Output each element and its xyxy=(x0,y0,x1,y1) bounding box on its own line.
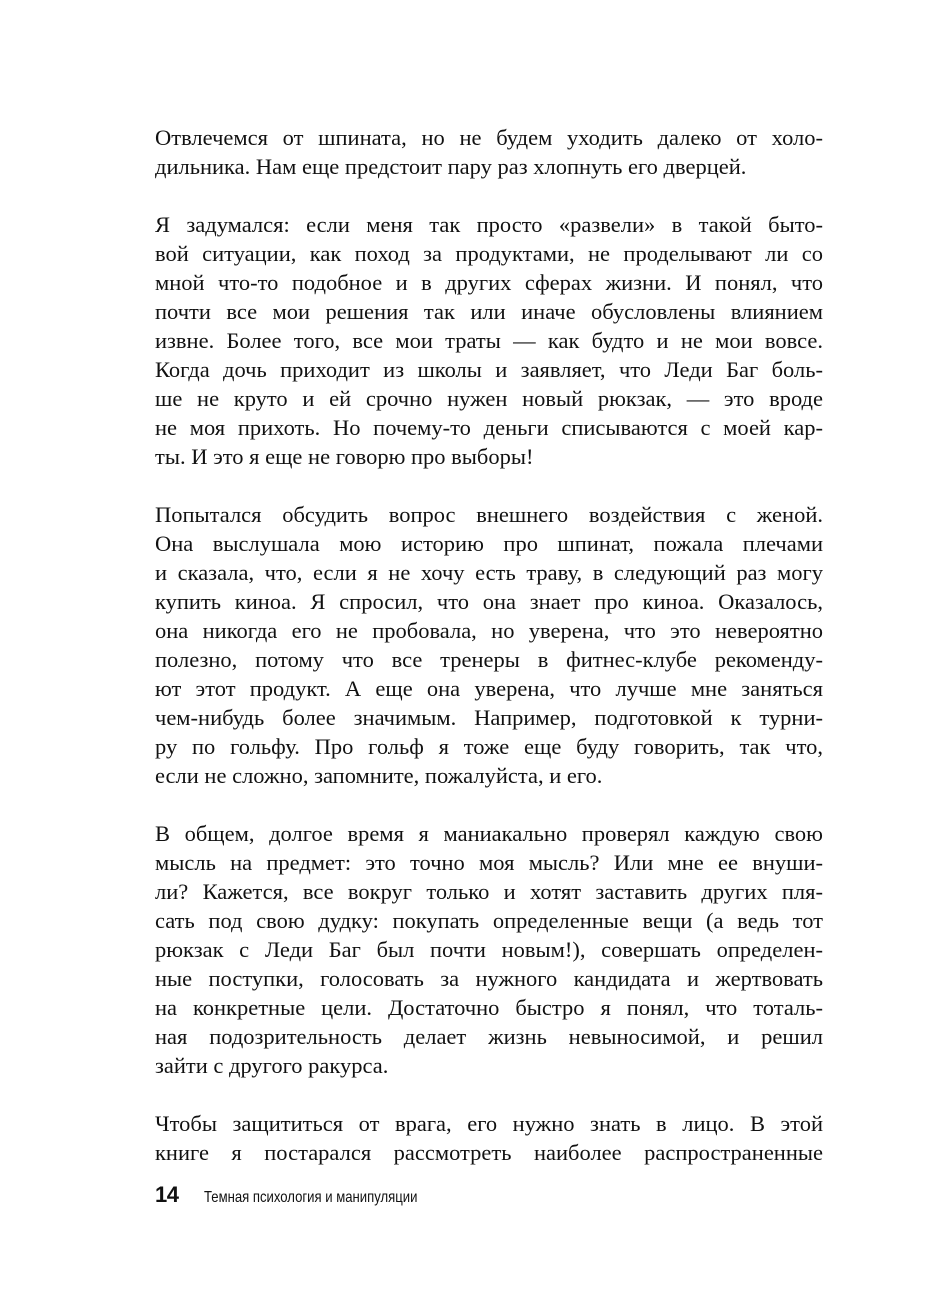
text-line: дильника. Нам еще предстоит пару раз хлопнуть его дверцей. xyxy=(155,154,747,179)
text-line: и сказала, что, если я не хочу есть траву, в следующий раз могу xyxy=(155,560,823,585)
text-line: ли? Кажется, все вокруг только и хотят заставить других пля- xyxy=(155,879,823,904)
text-line: Отвлечемся от шпината, но не будем уходить далеко от холо- xyxy=(155,125,823,150)
text-line: купить киноа. Я спросил, что она знает про киноа. Оказалось, xyxy=(155,589,823,614)
text-line: мысль на предмет: это точно моя мысль? Или мне ее внуши- xyxy=(155,850,823,875)
text-line: вой ситуации, как поход за продуктами, не проделывают ли со xyxy=(155,241,823,266)
text-line: ют этот продукт. А еще она уверена, что лучше мне заняться xyxy=(155,676,823,701)
text-line: Она выслушала мою историю про шпинат, пожала плечами xyxy=(155,531,823,556)
running-title: Темная психология и манипуляции xyxy=(204,1189,418,1206)
text-line: мной что-то подобное и в других сферах жизни. И понял, что xyxy=(155,270,823,295)
text-line: ные поступки, голосовать за нужного кандидата и жертвовать xyxy=(155,966,823,991)
paragraph-2 xyxy=(155,210,823,471)
text-line: полезно, потому что все тренеры в фитнес-клубе рекоменду- xyxy=(155,647,823,672)
paragraph-5 xyxy=(155,1109,823,1167)
text-line: Когда дочь приходит из школы и заявляет, что Леди Баг боль- xyxy=(155,357,823,382)
text-line: Я задумался: если меня так просто «развели» в такой быто- xyxy=(155,212,823,237)
text-line: Попытался обсудить вопрос внешнего воздействия с женой. xyxy=(155,502,823,527)
text-line: она никогда его не пробовала, но уверена, что это невероятно xyxy=(155,618,823,643)
text-line: зайти с другого ракурса. xyxy=(155,1053,389,1078)
text-line: извне. Более того, все мои траты — как будто и не мои вовсе. xyxy=(155,328,823,353)
page-number: 14 xyxy=(155,1182,179,1207)
text-line: на конкретные цели. Достаточно быстро я понял, что тоталь- xyxy=(155,995,823,1020)
text-line: Чтобы защититься от врага, его нужно знать в лицо. В этой xyxy=(155,1111,823,1136)
text-line: книге я постарался рассмотреть наиболее распространенные xyxy=(155,1140,823,1165)
paragraph-4 xyxy=(155,819,823,1080)
text-line: ты. И это я еще не говорю про выборы! xyxy=(155,444,534,469)
text-line: чем-нибудь более значимым. Например, подготовкой к турни- xyxy=(155,705,823,730)
paragraph-3 xyxy=(155,500,823,790)
paragraph-1 xyxy=(155,123,823,181)
page-footer xyxy=(155,1182,464,1208)
text-line: В общем, долгое время я маниакально проверял каждую свою xyxy=(155,821,823,846)
text-line: почти все мои решения так или иначе обусловлены влиянием xyxy=(155,299,823,324)
text-line: если не сложно, запомните, пожалуйста, и его. xyxy=(155,763,603,788)
text-line: сать под свою дудку: покупать определенные вещи (а ведь тот xyxy=(155,908,823,933)
text-line: ная подозрительность делает жизнь невыносимой, и решил xyxy=(155,1024,823,1049)
text-line: не моя прихоть. Но почему-то деньги списываются с моей кар- xyxy=(155,415,823,440)
text-line: рюкзак с Леди Баг был почти новым!), совершать определен- xyxy=(155,937,823,962)
text-line: ру по гольфу. Про гольф я тоже еще буду говорить, так что, xyxy=(155,734,823,759)
text-line: ше не круто и ей срочно нужен новый рюкзак, — это вроде xyxy=(155,386,823,411)
body-text xyxy=(155,123,823,1196)
